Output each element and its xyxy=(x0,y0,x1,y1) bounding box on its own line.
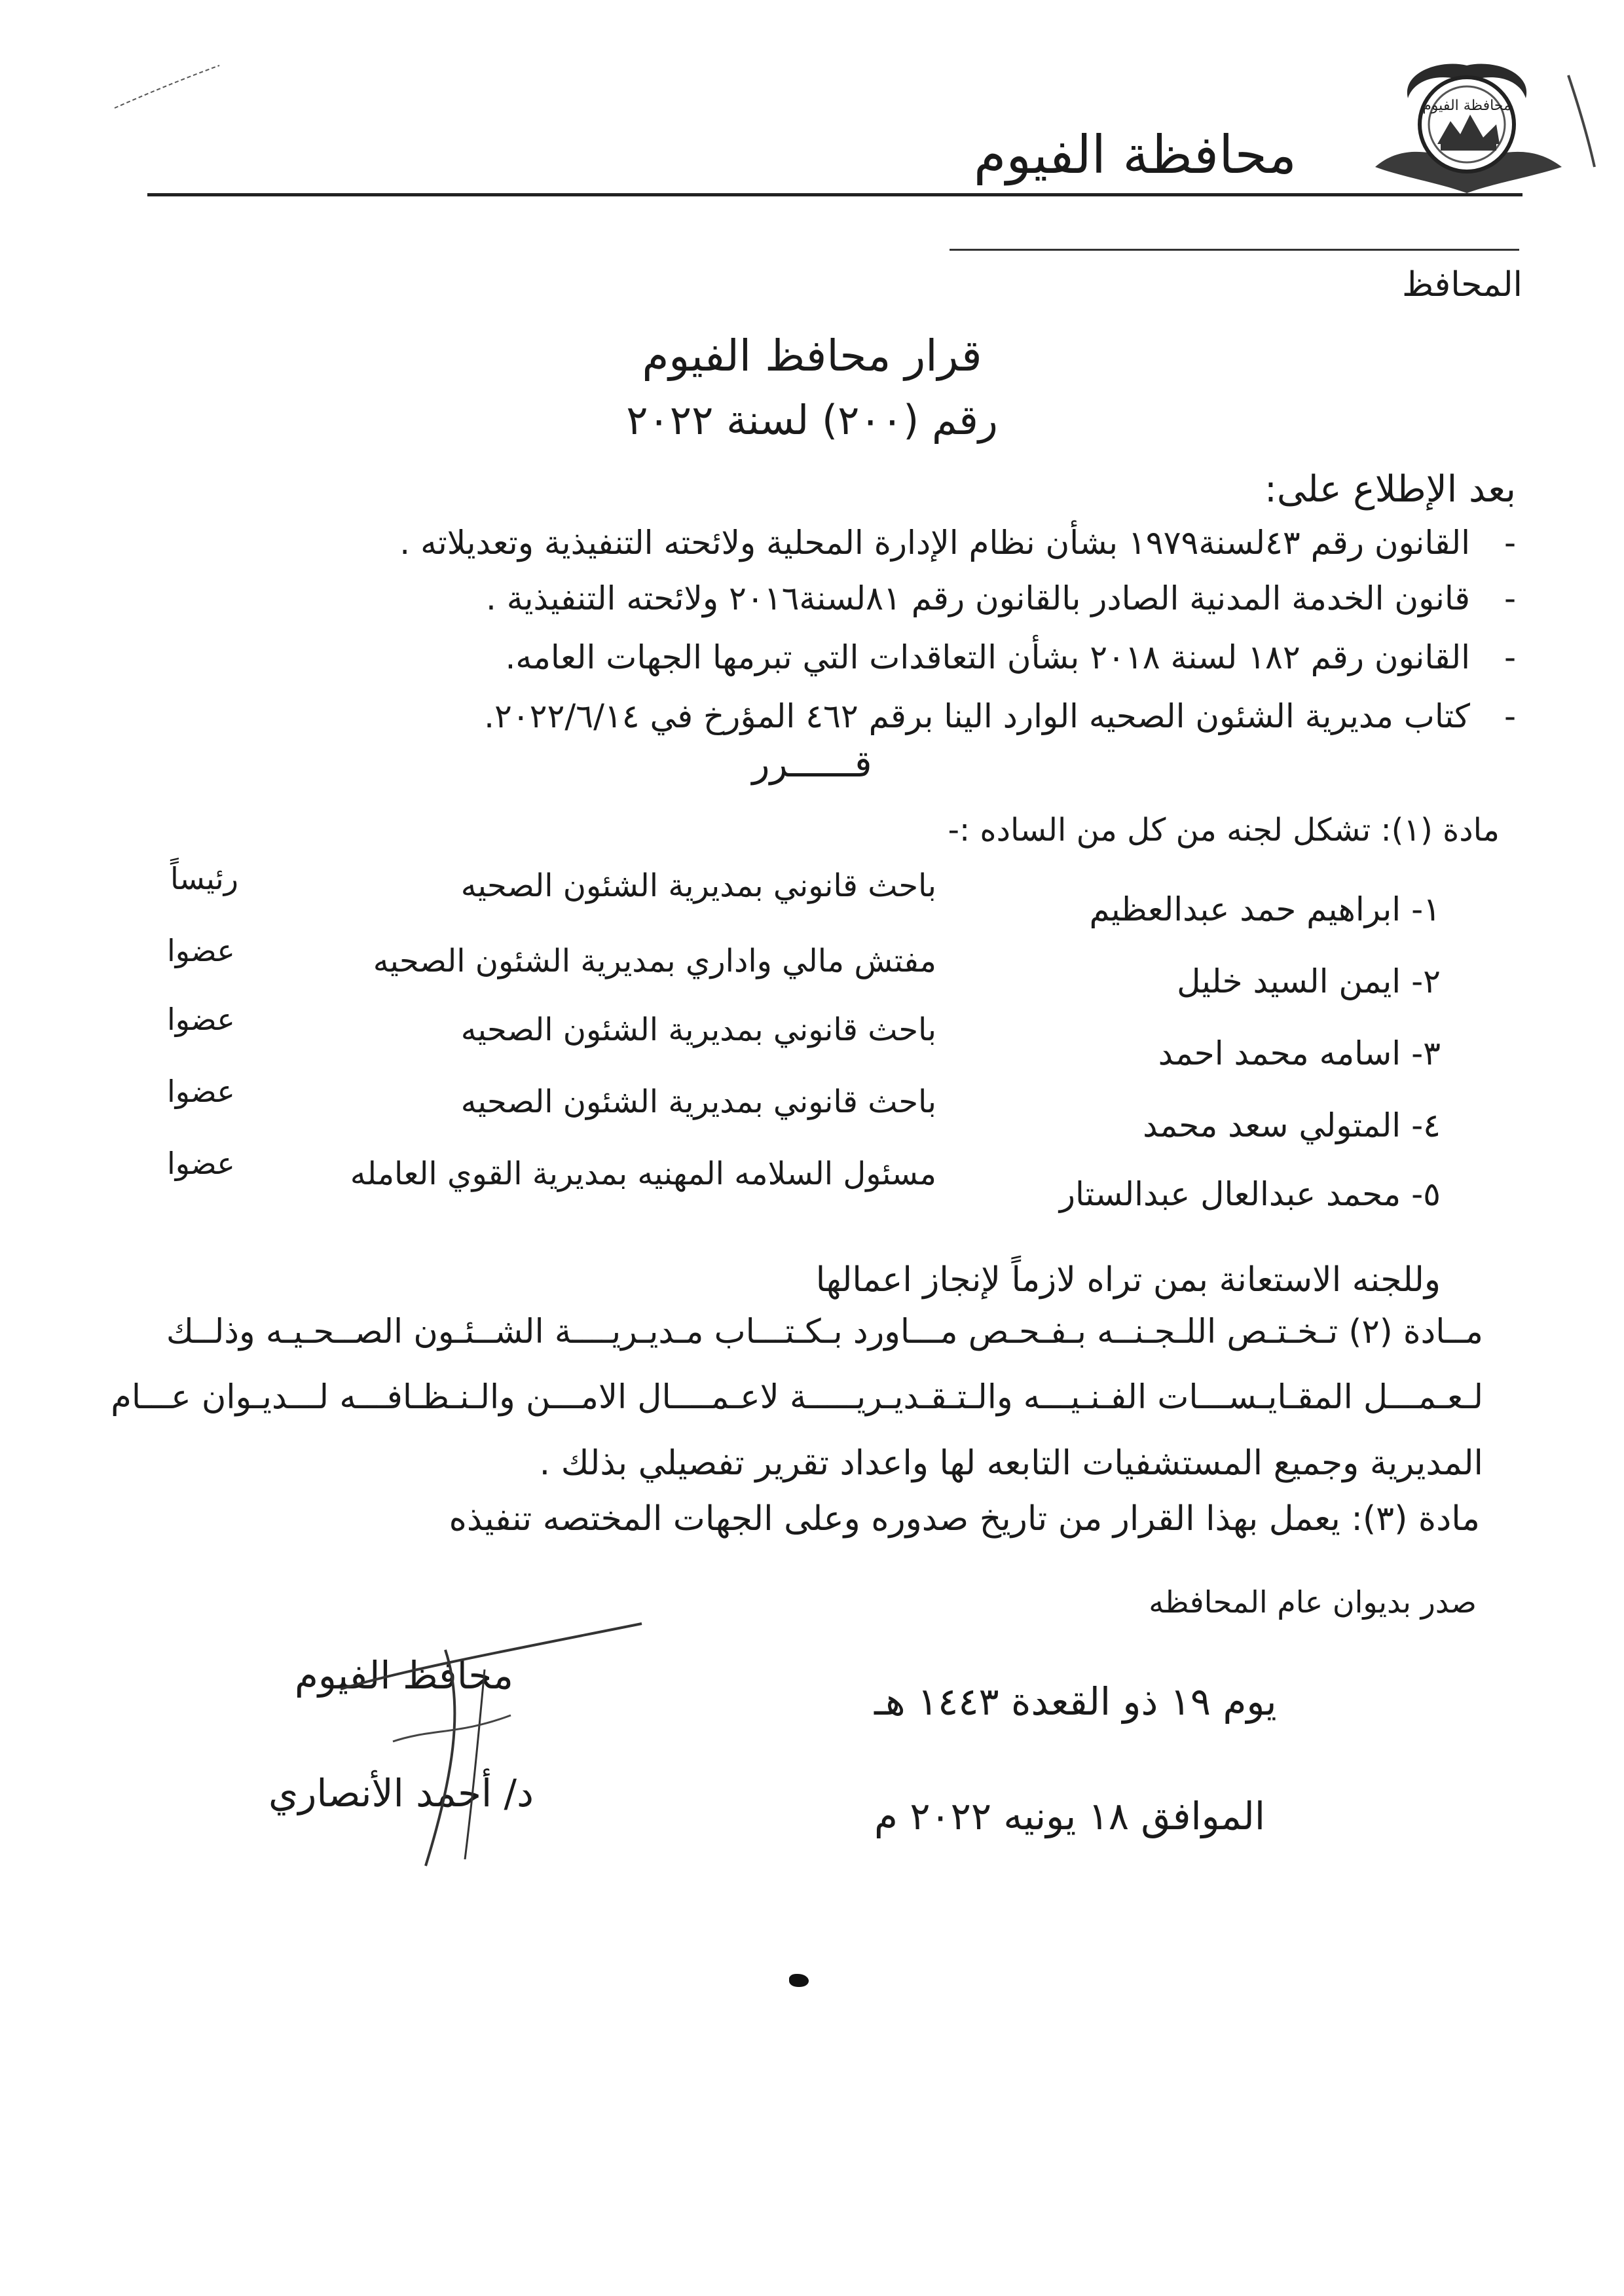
article-1-note: وللجنه الاستعانة بمن تراه لازماً لإنجاز اعمالها xyxy=(815,1260,1441,1300)
decision-number: رقم (۲۰۰) لسنة ۲۰۲۲ xyxy=(626,396,998,444)
hijri-date: يوم ١٩ ذو القعدة ١٤٤٣ هـ xyxy=(874,1679,1277,1724)
reference-item: -كتاب مديرية الشئون الصحيه الوارد الينا برقم ٤٦٢ المؤرخ في ٢٠٢٢/٦/١٤. xyxy=(484,697,1516,735)
gregorian-date: الموافق ١٨ يونيه ٢٠٢٢ م xyxy=(874,1794,1265,1838)
reference-text: القانون رقم ٤٣لسنة١٩٧٩ بشأن نظام الإدارة المحلية ولائحته التنفيذية وتعديلاته . xyxy=(399,524,1470,562)
member-role: رئيساً xyxy=(170,861,238,896)
member-position: مسئول السلامه المهنيه بمديرية القوي العامله xyxy=(350,1156,936,1192)
article-2-line: مــادة (٢) تـخـتـص اللـجـنــه بـفـحـص مـــاورد بـكـتـــاب مـديـريــــة الشــئـون الصــحـيـه وذلــك xyxy=(166,1313,1483,1351)
member-position: باحث قانوني بمديرية الشئون الصحيه xyxy=(460,1084,936,1120)
ink-dot xyxy=(789,1974,809,1987)
member-position: باحث قانوني بمديرية الشئون الصحيه xyxy=(460,1011,936,1048)
member-role: عضوا xyxy=(167,933,235,968)
scan-mark xyxy=(111,62,223,115)
handwritten-signature xyxy=(314,1611,655,1886)
issued-at: صدر بديوان عام المحافظه xyxy=(1149,1584,1477,1620)
reference-item: -القانون رقم ١٨٢ لسنة ٢٠١٨ بشأن التعاقدات التي تبرمها الجهات العامه. xyxy=(505,638,1516,676)
article-3-text: مادة (٣): يعمل بهذا القرار من تاريخ صدوره وعلى الجهات المختصه تنفيذه xyxy=(449,1499,1480,1539)
member-role: عضوا xyxy=(167,1146,235,1181)
preamble-intro: بعد الإطلاع على: xyxy=(1264,468,1516,511)
decision-title: قرار محافظ الفيوم xyxy=(642,331,982,381)
reference-text: قانون الخدمة المدنية الصادر بالقانون رقم ٨١لسنة٢٠١٦ ولائحته التنفيذية . xyxy=(486,579,1470,617)
reference-item: -قانون الخدمة المدنية الصادر بالقانون رقم ٨١لسنة٢٠١٦ ولائحته التنفيذية . xyxy=(486,579,1516,617)
signatory-name: د/ أحمد الأنصاري xyxy=(268,1771,534,1815)
organization-name: محافظة الفيوم xyxy=(973,124,1297,185)
scan-edge-mark xyxy=(1562,72,1601,170)
reference-item: -القانون رقم ٤٣لسنة١٩٧٩ بشأن نظام الإدارة المحلية ولائحته التنفيذية وتعديلاته . xyxy=(399,524,1516,562)
header-divider xyxy=(147,193,1522,196)
governorate-logo xyxy=(1362,52,1572,203)
reference-text: القانون رقم ١٨٢ لسنة ٢٠١٨ بشأن التعاقدات التي تبرمها الجهات العامه. xyxy=(505,638,1470,676)
article-1-heading: مادة (١): تشكل لجنه من كل من الساده :- xyxy=(948,812,1500,848)
office-label: المحافظ xyxy=(1402,265,1522,304)
svg-text:محافظة الفيوم: محافظة الفيوم xyxy=(1422,98,1511,114)
member-position: مفتش مالي واداري بمديرية الشئون الصحيه xyxy=(373,943,936,979)
member-role: عضوا xyxy=(167,1002,235,1037)
member-name: ٣- اسامه محمد احمد xyxy=(1158,1034,1441,1072)
member-role: عضوا xyxy=(167,1074,235,1109)
header-subdivider xyxy=(950,249,1519,251)
article-2-line: لـعـمـــل المقـايـســـات الفـنـيـــه والـتـقـديـريـــــة لاعـمــــال الامـــن والـنـظـافـــه لـــديـوان عـــام xyxy=(111,1378,1483,1417)
article-2-line: المديرية وجميع المستشفيات التابعه لها واعداد تقرير تفصيلي بذلك . xyxy=(539,1444,1483,1483)
reference-text: كتاب مديرية الشئون الصحيه الوارد الينا برقم ٤٦٢ المؤرخ في ٢٠٢٢/٦/١٤. xyxy=(484,697,1470,735)
member-name: ٤- المتولي سعد محمد xyxy=(1143,1106,1441,1144)
decided-heading: قــــــرر xyxy=(752,743,872,786)
member-name: ٢- ايمن السيد خليل xyxy=(1177,962,1441,1000)
signatory-title: محافظ الفيوم xyxy=(295,1653,513,1698)
member-name: ٥- محمد عبدالعال عبدالستار xyxy=(1059,1175,1441,1213)
member-position: باحث قانوني بمديرية الشئون الصحيه xyxy=(460,867,936,904)
member-name: ١- ابراهيم حمد عبدالعظيم xyxy=(1089,890,1441,928)
